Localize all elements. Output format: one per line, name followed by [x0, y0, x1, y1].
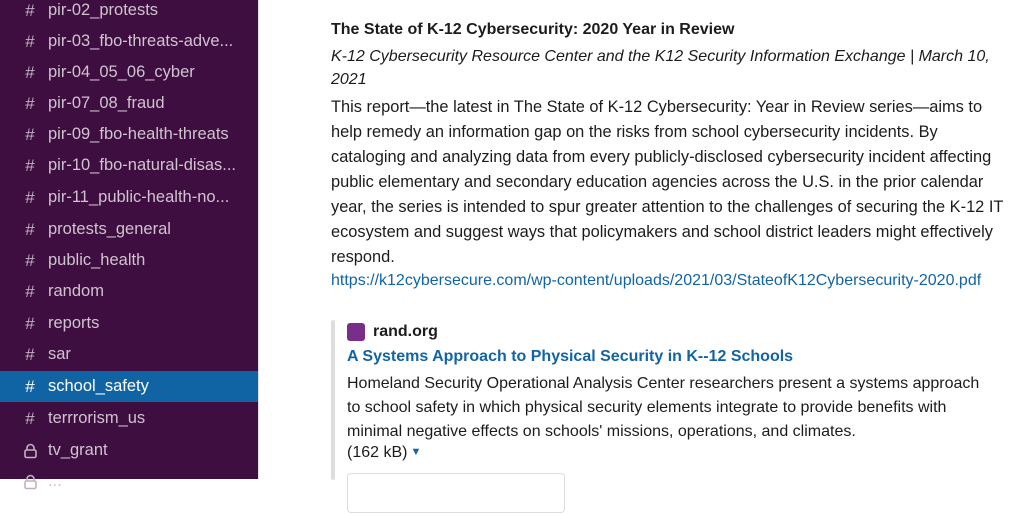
hash-icon: #: [25, 31, 35, 51]
hash-icon: #: [25, 187, 35, 207]
sidebar: [0, 0, 258, 490]
channel-label: sar: [48, 345, 71, 363]
channel-label: terrrorism_us: [48, 409, 146, 427]
sidebar-item-pir-02-protests[interactable]: [0, 0, 258, 26]
hash-icon: #: [25, 0, 35, 20]
channel-label: random: [48, 282, 104, 300]
sidebar-item-pir-04-05-06-cyber[interactable]: [0, 57, 258, 88]
channel-label: protests_general: [48, 220, 171, 238]
message-pane: [259, 0, 1024, 479]
sidebar-item-sar[interactable]: [0, 339, 258, 370]
channel-label: pir-03_fbo-threats-adve...: [48, 32, 234, 50]
sidebar-item-protests-general[interactable]: [0, 214, 258, 245]
link-unfurl: [331, 320, 1011, 480]
sidebar-item-public-health[interactable]: [0, 245, 258, 276]
unfurl-title-link[interactable]: A Systems Approach to Physical Security in K--12 Schools: [347, 348, 794, 365]
channel-label: pir-02_protests: [48, 1, 159, 19]
sidebar-item-random[interactable]: [0, 276, 258, 307]
sidebar-item-tv-grant[interactable]: [0, 435, 258, 466]
sidebar-item-pir-09[interactable]: [0, 119, 258, 150]
hash-icon: #: [25, 376, 35, 396]
caret-down-icon[interactable]: ▼: [410, 446, 422, 458]
hash-icon: #: [25, 62, 35, 82]
lock-icon: [20, 444, 40, 458]
channel-label: school_safety: [48, 377, 149, 395]
hash-icon: #: [25, 408, 35, 428]
channel-label: pir-04_05_06_cyber: [48, 63, 195, 81]
hash-icon: #: [25, 281, 35, 301]
rand-favicon-icon: [347, 323, 365, 341]
hash-icon: #: [25, 344, 35, 364]
message-title: The State of K-12 Cybersecurity: 2020 Year in Review: [331, 21, 735, 38]
hash-icon: #: [25, 124, 35, 144]
sidebar-item-terrrorism-us[interactable]: [0, 403, 258, 434]
unfurl-bar: [331, 320, 335, 480]
message-body: This report—the latest in The State of K-12 Cybersecurity: Year in Review series—aims to help remedy an information gap on the risks from school cybersecurity incidents. By cataloging and analyzing data from every publicly-disclosed cybersecurity incident affecting public elementary and secondary education agencies across the U.S. in the prior calendar year, the series is intended to spur greater attention to the challenges of securing the K-12 IT ecosystem and suggest ways that policymakers and school district leaders might effectively respond.: [331, 98, 1004, 266]
file-size-text: (162 kB): [347, 444, 408, 461]
sidebar-item-pir-10[interactable]: [0, 150, 258, 181]
sidebar-item-school-safety[interactable]: [0, 371, 258, 402]
hash-icon: #: [25, 93, 35, 113]
channel-label: tv_grant: [48, 441, 108, 459]
unfurl-source-name: rand.org: [373, 323, 438, 340]
channel-label: ...: [48, 472, 62, 490]
sidebar-item-truncated[interactable]: [0, 466, 258, 497]
sidebar-item-pir-03[interactable]: [0, 26, 258, 57]
sidebar-item-pir-07-08-fraud[interactable]: [0, 88, 258, 119]
lock-icon: [20, 475, 40, 489]
channel-label: pir-09_fbo-health-threats: [48, 125, 229, 143]
hash-icon: #: [25, 155, 35, 175]
message-byline: K-12 Cybersecurity Resource Center and the K12 Security Information Exchange | March 10, 2021: [331, 48, 990, 88]
report-link[interactable]: https://k12cybersecure.com/wp-content/uploads/2021/03/StateofK12Cybersecurity-2020.pdf: [331, 272, 982, 289]
channel-label: public_health: [48, 251, 146, 269]
channel-label: pir-11_public-health-no...: [48, 188, 230, 206]
hash-icon: #: [25, 250, 35, 270]
channel-label: pir-10_fbo-natural-disas...: [48, 156, 237, 174]
sidebar-item-reports[interactable]: [0, 308, 258, 339]
channel-label: pir-07_08_fraud: [48, 94, 165, 112]
unfurl-source[interactable]: [347, 323, 438, 341]
channel-label: reports: [48, 314, 100, 332]
hash-icon: #: [25, 219, 35, 239]
sidebar-item-pir-11[interactable]: [0, 182, 258, 213]
hash-icon: #: [25, 313, 35, 333]
unfurl-preview[interactable]: [347, 473, 565, 513]
unfurl-description: Homeland Security Operational Analysis Center researchers present a systems approach to school safety in which physical security elements integrate to provide benefits with minimal negative effects on schools' missions, operations, and climates.: [347, 375, 980, 440]
file-size[interactable]: [347, 444, 421, 462]
